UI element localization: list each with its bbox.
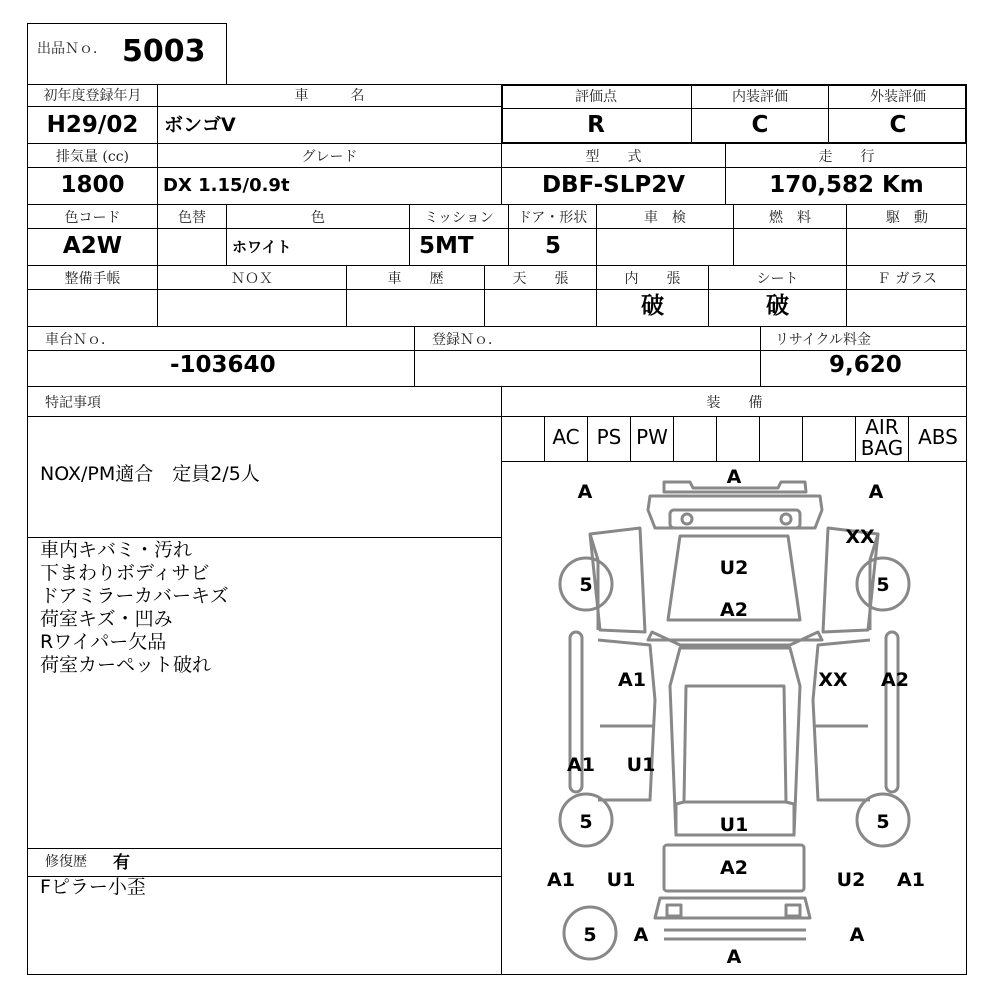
repaint-label: 色替	[178, 210, 206, 226]
repair-history-value: 有	[113, 853, 130, 873]
note-line: 荷室キズ・凹み	[40, 608, 173, 630]
score-label: 評価点	[575, 89, 617, 105]
seat-value: 破	[766, 293, 789, 319]
transmission-value: 5MT	[419, 233, 474, 259]
repair-history-label: 修復歴	[45, 854, 87, 870]
damage-rear-bumper: A	[726, 946, 742, 968]
special-notes-main: NOX/PM適合 定員2/5人	[40, 463, 260, 485]
vehicle-history-label: 車 歴	[387, 271, 444, 287]
equipment-airbag-line2: BAG	[860, 436, 904, 460]
mileage-value: 170,582 Km	[769, 172, 924, 198]
vehicle-damage-diagram	[502, 462, 967, 975]
model-value: DBF-SLP2V	[541, 172, 686, 198]
damage-rear-left-corner: A	[633, 924, 649, 946]
displacement-label: 排気量 (cc)	[55, 149, 130, 165]
seat-label: シート	[756, 271, 799, 287]
headliner-label: 天 張	[512, 271, 569, 287]
color-code-value: A2W	[62, 233, 123, 259]
doors-value: 5	[545, 233, 562, 259]
damage-left-rear-quarter-u: U1	[606, 869, 636, 891]
damage-left-rear-door-a: A1	[567, 754, 595, 776]
score-value: R	[587, 112, 605, 138]
damage-tailgate: A2	[720, 857, 748, 879]
drive-label: 駆 動	[886, 210, 928, 226]
equipment-pw: PW	[636, 425, 668, 449]
equipment-ac: AC	[552, 425, 580, 449]
equipment-ps: PS	[596, 425, 622, 449]
damage-right-rear-quarter-a: A1	[897, 869, 925, 891]
damage-front-left-corner: A	[577, 481, 593, 503]
damage-left-front-door: A1	[618, 669, 646, 691]
damage-front-left-wheel: 5	[579, 574, 593, 596]
front-glass-label: Ｆ ガラス	[876, 271, 938, 287]
registration-number-label: 登録Ｎｏ．	[432, 332, 502, 348]
color-label: 色	[311, 210, 325, 226]
note-line: ドアミラーカバーキズ	[40, 585, 229, 607]
damage-rear-right-wheel: 5	[876, 811, 890, 833]
lot-number: 5003	[122, 34, 206, 69]
repair-note: Fピラー小歪	[40, 876, 146, 898]
damage-right-front-door: XX	[818, 669, 848, 691]
damage-windshield: U2	[719, 557, 749, 579]
damage-right-rear-quarter-u: U2	[836, 869, 866, 891]
doors-label: ドア・形状	[517, 210, 588, 226]
damage-front-bumper: A	[726, 466, 742, 488]
damage-front-right-wheel: 5	[876, 574, 890, 596]
note-line: 下まわりボディサビ	[40, 562, 210, 584]
displacement-value: 1800	[60, 172, 125, 198]
chassis-number-label: 車台Ｎｏ．	[45, 332, 115, 348]
damage-front-right-corner: A	[868, 481, 884, 503]
damage-left-rear-door-u: U1	[626, 754, 656, 776]
special-notes-label: 特記事項	[45, 395, 101, 411]
note-line: 車内キバミ・汚れ	[40, 539, 193, 561]
interior-grade-value: C	[751, 112, 769, 138]
car-name-value: ボンゴV	[164, 114, 236, 136]
fuel-label: 燃 料	[769, 210, 811, 226]
model-label: 型 式	[585, 149, 642, 165]
first-registration-value: H29/02	[46, 112, 139, 138]
inspection-label: 車 検	[644, 210, 686, 226]
maintenance-record-label: 整備手帳	[64, 271, 121, 287]
note-line: 荷室カーペット破れ	[40, 654, 212, 676]
damage-left-rear-quarter-a: A1	[547, 869, 575, 891]
car-name-label: 車 名	[294, 88, 365, 104]
equipment-label: 装 備	[706, 395, 763, 411]
chassis-number-value: -103640	[170, 352, 276, 378]
lot-label: 出品Ｎｏ．	[37, 41, 107, 57]
equipment-abs: ABS	[918, 425, 958, 449]
exterior-grade-value: C	[889, 112, 907, 138]
note-line: Rワイパー欠品	[40, 631, 167, 653]
transmission-label: ミッション	[424, 210, 494, 226]
nox-label: ＮＯＸ	[231, 271, 273, 287]
recycle-fee-label: リサイクル料金	[775, 332, 872, 348]
first-registration-label: 初年度登録年月	[43, 88, 142, 104]
exterior-grade-label: 外装評価	[870, 89, 926, 105]
damage-spare-wheel: 5	[583, 924, 597, 946]
grade-value: DX 1.15/0.9t	[163, 175, 290, 196]
equipment-airbag-line1: AIR	[865, 415, 899, 439]
damage-hood: A2	[720, 599, 748, 621]
interior-grade-label: 内装評価	[732, 89, 788, 105]
interior-lining-label: 内 張	[624, 271, 681, 287]
damage-right-fender: XX	[845, 526, 875, 548]
recycle-fee-value: 9,620	[829, 352, 902, 378]
color-value: ホワイト	[232, 238, 292, 256]
grade-label: グレード	[301, 149, 358, 165]
damage-rear-right-corner: A	[849, 924, 865, 946]
damage-right-pillar: A2	[881, 669, 909, 691]
special-notes-list	[40, 539, 229, 677]
damage-roof-rear: U1	[719, 814, 749, 836]
color-code-label: 色コード	[64, 210, 121, 226]
damage-rear-left-wheel: 5	[579, 811, 593, 833]
mileage-label: 走 行	[818, 149, 875, 165]
interior-lining-value: 破	[641, 293, 664, 319]
